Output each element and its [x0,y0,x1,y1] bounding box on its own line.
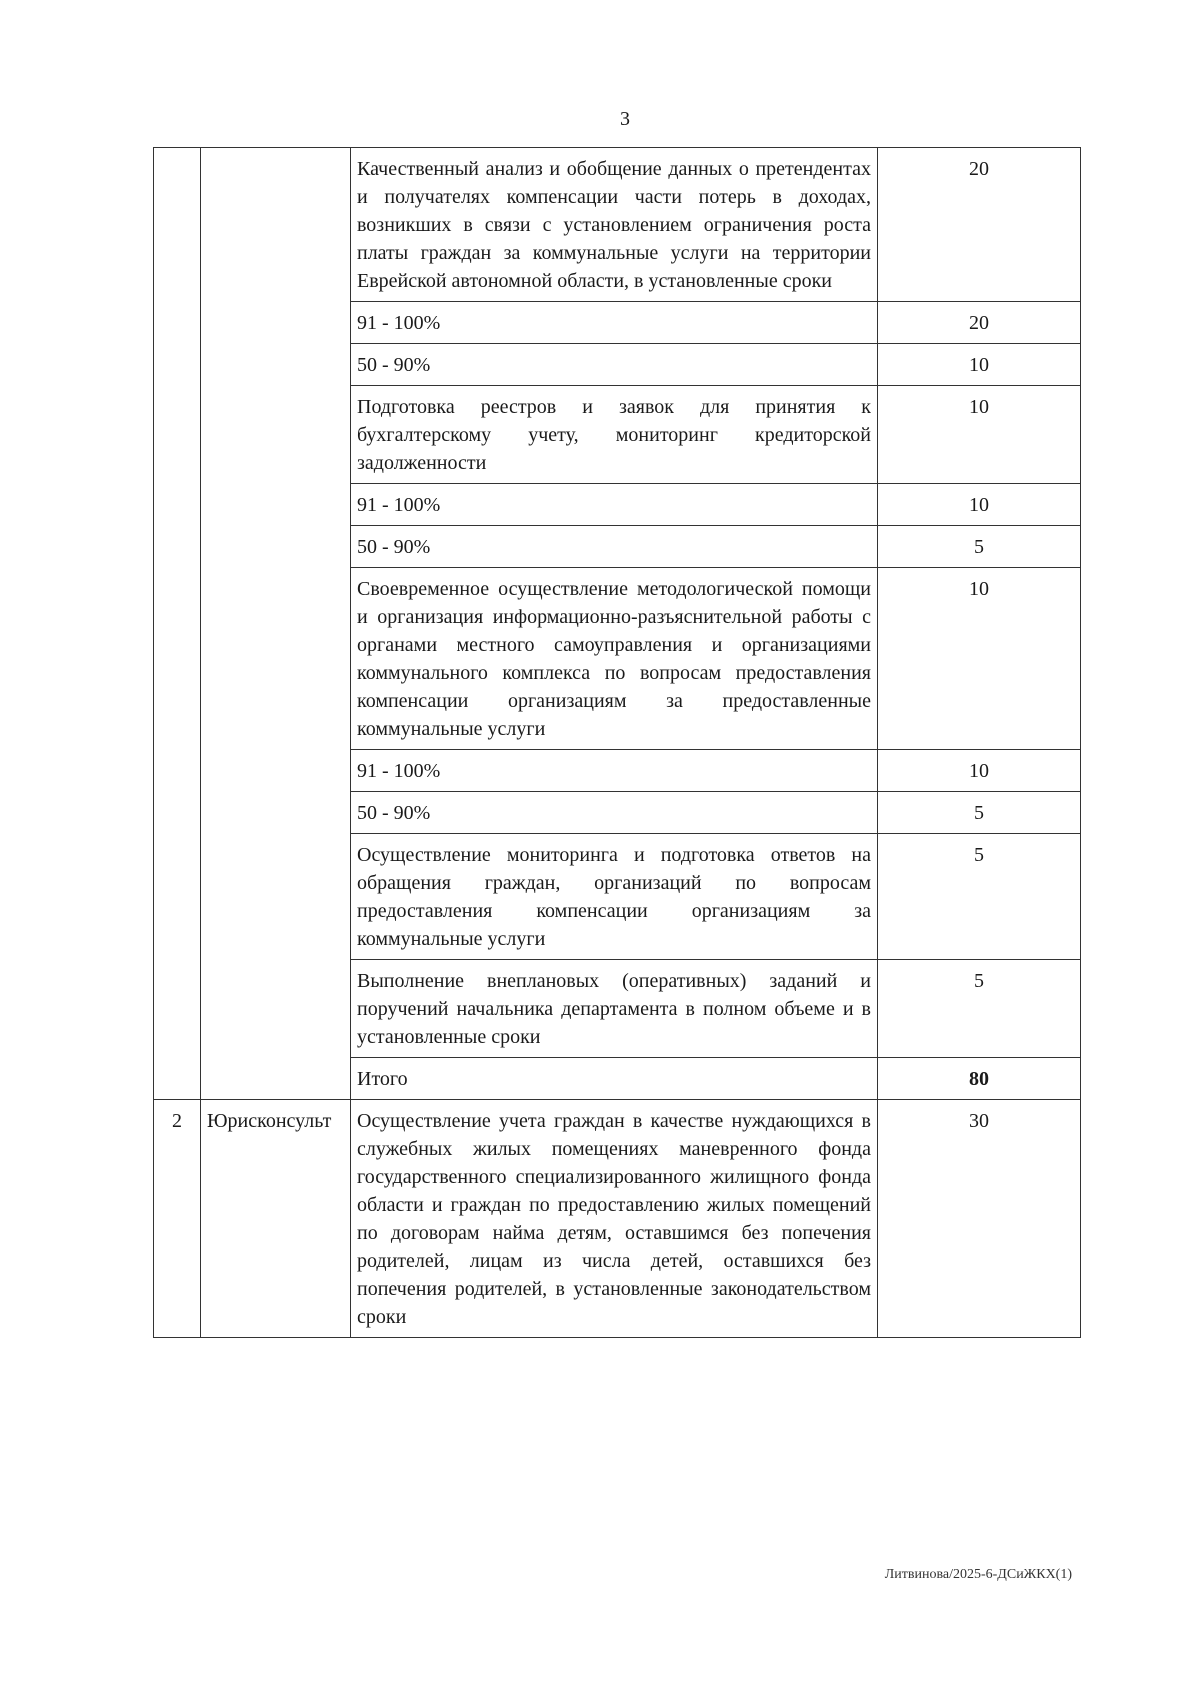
criteria-table-body [154,148,1081,1338]
criterion-cell: Осуществление мониторинга и подготовка ответов на обращения граждан, организаций по вопросам предоставления компенсации организациям за коммунальные услуги [351,834,878,960]
points-cell: 10 [878,386,1081,484]
position-cell [201,148,351,1100]
criterion-cell: 50 - 90% [351,792,878,834]
table-row [154,1100,1081,1338]
total-points-cell: 80 [878,1058,1081,1100]
points-cell: 20 [878,302,1081,344]
row-number-cell: 2 [154,1100,201,1338]
criterion-cell: Выполнение внеплановых (оперативных) заданий и поручений начальника департамента в полном объеме и в установленные сроки [351,960,878,1058]
points-cell: 5 [878,960,1081,1058]
points-cell: 30 [878,1100,1081,1338]
row-number-cell [154,148,201,1100]
document-footer-code: Литвинова/2025-6-ДСиЖКХ(1) [884,1567,1072,1582]
position-cell: Юрисконсульт [201,1100,351,1338]
points-cell: 5 [878,792,1081,834]
criteria-table [153,147,1081,1338]
points-cell: 10 [878,568,1081,750]
points-cell: 5 [878,526,1081,568]
criterion-cell: 50 - 90% [351,526,878,568]
criterion-cell: Осуществление учета граждан в качестве нуждающихся в служебных жилых помещениях маневренного фонда государственного специализированного жилищного фонда области и граждан по предоставлению жилых помещений по договорам найма детям, оставшимся без попечения родителей, лицам из числа детей, оставшихся без попечения родителей, в установленные законодательством сроки [351,1100,878,1338]
criterion-cell: 91 - 100% [351,750,878,792]
criterion-cell: Качественный анализ и обобщение данных о претендентах и получателях компенсации части потерь в доходах, возникших в связи с установлением ограничения роста платы граждан за коммунальные услуги на территории Еврейской автономной области, в установленные сроки [351,148,878,302]
criterion-cell: Подготовка реестров и заявок для принятия к бухгалтерскому учету, мониторинг кредиторской задолженности [351,386,878,484]
criterion-cell: 50 - 90% [351,344,878,386]
page-number: 3 [620,108,630,130]
criterion-cell: Своевременное осуществление методологической помощи и организация информационно-разъяснительной работы с органами местного самоуправления и организациями коммунального комплекса по вопросам предоставления компенсации организациям за предоставленные коммунальные услуги [351,568,878,750]
table-row [154,148,1081,302]
points-cell: 10 [878,750,1081,792]
points-cell: 5 [878,834,1081,960]
criterion-cell: 91 - 100% [351,302,878,344]
criterion-cell: 91 - 100% [351,484,878,526]
points-cell: 10 [878,484,1081,526]
points-cell: 20 [878,148,1081,302]
criterion-cell: Итого [351,1058,878,1100]
points-cell: 10 [878,344,1081,386]
